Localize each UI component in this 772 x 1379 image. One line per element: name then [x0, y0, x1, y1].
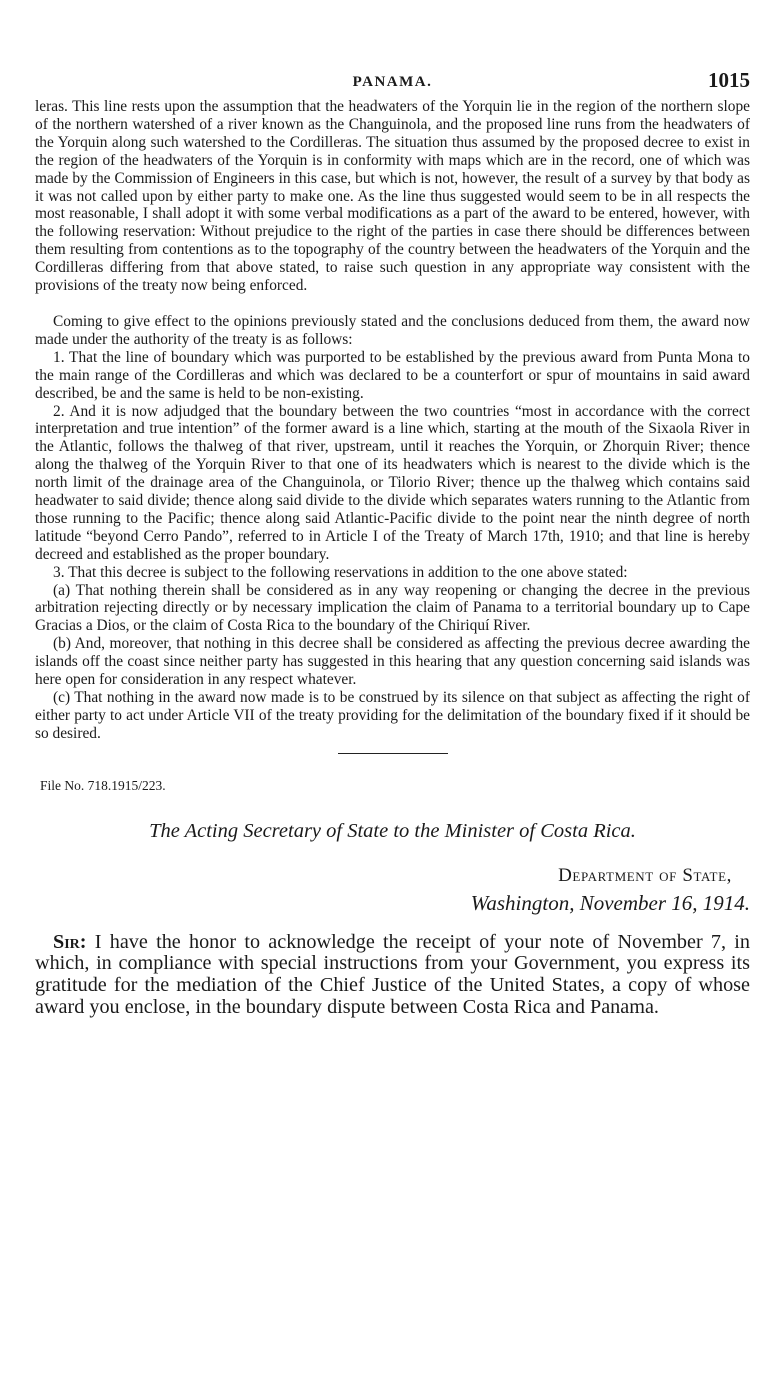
award-item-3b: (b) And, moreover, that nothing in this decree shall be considered as affecting the previous decree awarding the islands off the coast since neither party has suggested in this hearing that any question concerning said islands was here open for consideration in any respect whatever. — [35, 635, 750, 689]
document-page — [35, 60, 750, 1038]
file-number: File No. 718.1915/223. — [40, 777, 166, 793]
award-text — [35, 98, 750, 743]
award-item-2: 2. And it is now adjudged that the boundary between the two countries “most in accordance with the correct interpretation and true intention” of the former award is a line which, starting at the mouth of the Sixaola River in the Atlantic, follows the thalweg of that river, upstream, until it reaches the Yorquin, or Zhorquin River; thence along the thalweg of the Yorquin River to that one of its headwaters which is nearest to the divide which is the north limit of the drainage area of the Changuinola, or Tilorio River; thence up the thalweg which contains said headwater to said divide; thence along said divide to the divide which separates waters running to the Atlantic from those running to the Pacific; thence along said Atlantic-Pacific divide to the point near the ninth degree of north latitude “beyond Cerro Pando”, referred to in Article I of the Treaty of March 17th, 1910; and that line is hereby decreed and established as the proper boundary. — [35, 402, 750, 563]
award-item-3c: (c) That nothing in the award now made is to be construed by its silence on that subject as affecting the right of either party to act under Article VII of the treaty providing for the delimitation of the boundary fixed if it should be so desired. — [35, 689, 750, 742]
award-item-3a: (a) That nothing therein shall be considered as in any way reopening or changing the decree in the previous arbitration rejecting directly or by necessary implication the claim of Panama to a territorial boundary up to Cape Gracias a Dios, or the claim of Costa Rica to the boundary of the Chiriquí River. — [35, 581, 750, 635]
running-head — [35, 60, 750, 98]
page-number: 1015 — [708, 68, 750, 92]
award-intro-paragraph: Coming to give effect to the opinions previously stated and the conclusions deduced from them, the award now made under the authority of the treaty is as follows: — [35, 312, 750, 348]
award-item-1: 1. That the line of boundary which was purported to be established by the previous award from Punta Mona to the main range of the Cordilleras and which was declared to be a counterfort or spur of mountains in said award described, be and the same is held to be non-existing. — [35, 348, 750, 402]
letter-body-paragraph — [35, 932, 750, 1018]
award-item-3: 3. That this decree is subject to the following reservations in addition to the one above stated: — [53, 563, 628, 581]
salutation: Sir: — [53, 930, 87, 953]
letter-heading: The Acting Secretary of State to the Minister of Costa Rica. — [149, 819, 636, 842]
running-title: PANAMA. — [352, 74, 433, 90]
dateline: Washington, November 16, 1914. — [470, 890, 750, 915]
department-line: Department of State, — [558, 864, 732, 886]
award-paragraph-continued: leras. This line rests upon the assumption that the headwaters of the Yorquin lie in the region of the northern slope of the northern watershed of a river known as the Changuinola, and the proposed line runs from the headwaters of the Yorquin along such watershed to the Cordilleras. The situation thus assumed by the proposed decree to exist in the region of the headwaters of the Yorquin is in conformity with maps which are in the record, one of which was made by the Commission of Engineers in this case, but which is not, however, the result of a survey by that body as it was not called upon by either party to make one. As the line thus suggested would seem to be in all respects the most reasonable, I shall adopt it with some verbal modifications as a part of the award to be entered, however, with the following reservation: Without prejudice to the right of the parties in case there should be differences between them resulting from contentions as to the topography of the country between the headwaters of the Yorquin and the Cordilleras differing from that above stated, to raise such question in any appropriate way consistent with the provisions of the treaty now being enforced. — [35, 98, 750, 295]
letter-body-text: I have the honor to acknowledge the receipt of your note of November 7, in which, in compliance with special instructions from your Government, you express its gratitude for the mediation of the Chief Justice of the United States, a copy of whose award you enclose, in the boundary dispute between Costa Rica and Panama. — [35, 930, 751, 1018]
section-divider — [338, 753, 448, 754]
